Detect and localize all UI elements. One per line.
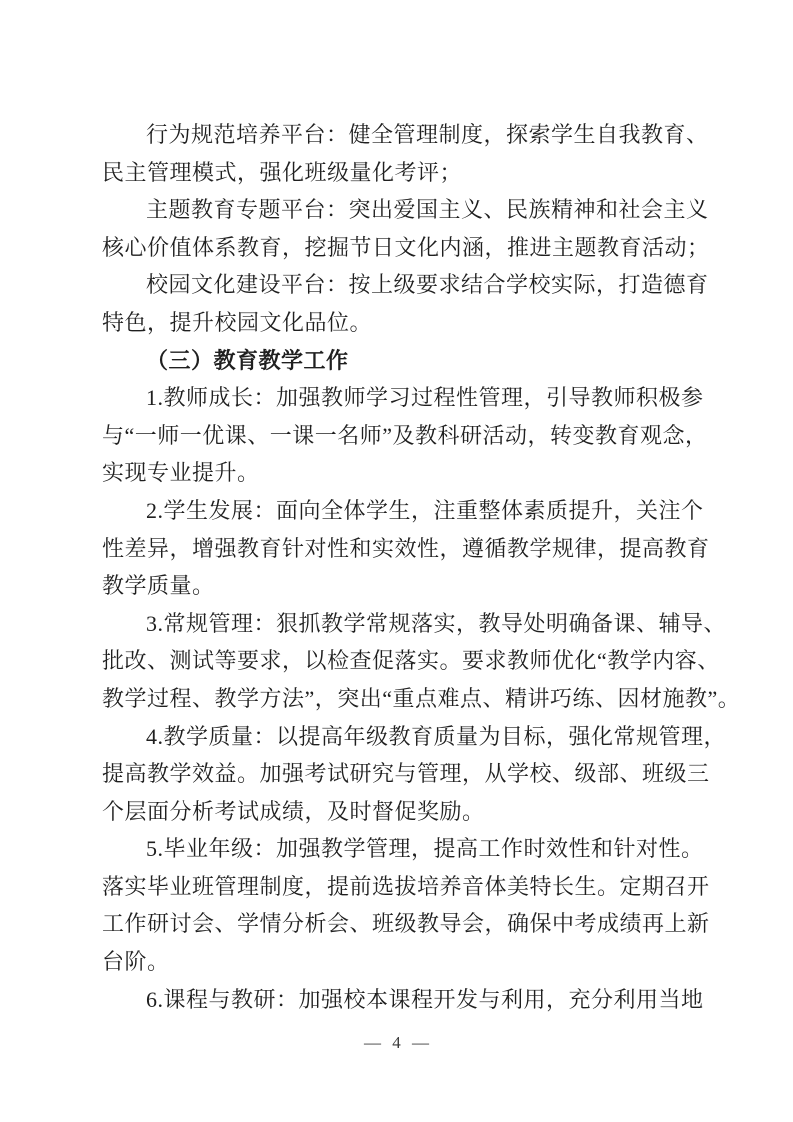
paragraph xyxy=(102,981,702,1019)
text-line: 4.教学质量：以提高年级教育质量为目标，强化常规管理， xyxy=(146,723,727,749)
text-line: 与“一师一优课、一课一名师”及教科研活动，转变教育观念， xyxy=(102,422,708,448)
text-line: 1.教师成长：加强教师学习过程性管理，引导教师积极参 xyxy=(146,385,704,411)
text-line: 校园文化建设平台：按上级要求结合学校实际，打造德育 xyxy=(146,272,709,298)
text-line: 行为规范培养平台：健全管理制度，探索学生自我教育、 xyxy=(146,122,709,147)
text-line: 提高教学效益。加强考试研究与管理，从学校、级部、班级三 xyxy=(102,761,710,787)
text-line: 工作研讨会、学情分析会、班级教导会，确保中考成绩再上新 xyxy=(102,911,710,937)
section-heading xyxy=(102,342,702,380)
text-line: 教学质量。 xyxy=(102,573,215,599)
text-line: 核心价值体系教育，挖掘节日文化内涵，推进主题教育活动； xyxy=(102,234,710,260)
text-line: 6.课程与教研：加强校本课程开发与利用，充分利用当地 xyxy=(146,986,704,1012)
text-line: 特色，提升校园文化品位。 xyxy=(102,309,373,335)
text-line: 3.常规管理：狠抓教学常规落实，教导处明确备课、辅导、 xyxy=(146,610,727,636)
text-line: 2.学生发展：面向全体学生，注重整体素质提升，关注个 xyxy=(146,497,704,523)
text-line: 民主管理模式，强化班级量化考评； xyxy=(102,159,463,185)
paragraph xyxy=(102,830,710,980)
text-line: 5.毕业年级：加强教学管理，提高工作时效性和针对性。 xyxy=(146,836,704,862)
document-body xyxy=(102,116,741,1018)
text-line: 台阶。 xyxy=(102,949,170,975)
text-line: 批改、测试等要求，以检查促落实。要求教师优化“教学内容、 xyxy=(102,648,720,674)
text-line: 实现专业提升。 xyxy=(102,460,260,486)
text-line: 个层面分析考试成绩，及时督促奖励。 xyxy=(102,798,485,824)
text-line: （三）教育教学工作 xyxy=(146,347,349,373)
text-line: 落实毕业班管理制度，提前选拔培养音体美特长生。定期召开 xyxy=(102,873,710,899)
text-line: 性差异，增强教育针对性和实效性，遵循教学规律，提高教育 xyxy=(102,535,710,561)
paragraph xyxy=(102,492,710,605)
paragraph xyxy=(102,191,710,266)
paragraph xyxy=(102,266,709,341)
page-number: — 4 — xyxy=(364,1033,429,1052)
text-line: 主题教育专题平台：突出爱国主义、民族精神和社会主义 xyxy=(146,197,709,223)
paragraph xyxy=(102,718,727,831)
text-line: 教学过程、教学方法”，突出“重点难点、精讲巧练、因材施教”。 xyxy=(102,685,741,711)
paragraph xyxy=(102,116,709,191)
paragraph xyxy=(102,605,741,718)
paragraph xyxy=(102,379,708,492)
